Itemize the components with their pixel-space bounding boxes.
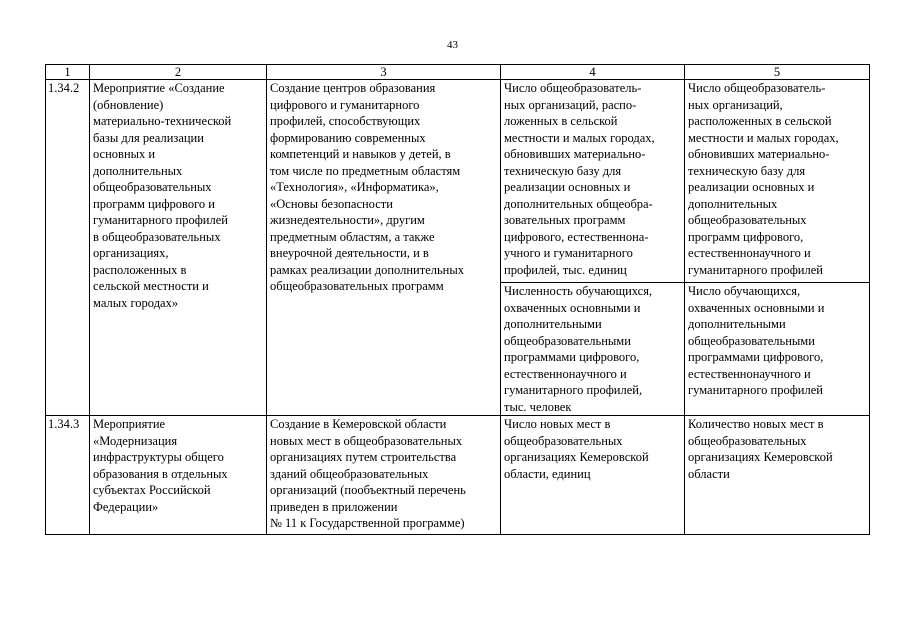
row-number: 1.34.3: [46, 416, 90, 535]
indicator-cell: Число общеобразователь- ных организаций, распо- ложенных в сельской местности и малых городах, обновивших материально- техническую базу для реализации основных и дополнительных общеобра- зовательных программ цифрового, естественнона- учного и гуманитарного профилей, тыс. единиц: [501, 80, 685, 283]
column-header-4: 4: [501, 65, 685, 80]
column-header-3: 3: [267, 65, 501, 80]
column-header-2: 2: [90, 65, 267, 80]
measures-table: [45, 64, 870, 535]
indicator-cell: Число новых мест в общеобразовательных организациях Кемеровской области, единиц: [501, 416, 685, 535]
table-row: [46, 80, 870, 283]
measure-cell: Мероприятие «Модернизация инфраструктуры общего образования в отдельных субъектах Российской Федерации»: [90, 416, 267, 535]
indicator-name-cell: Число общеобразователь- ных организаций, расположенных в сельской местности и малых городах, обновивших материально- техническую базу для реализации основных и дополнительных общеобразовательных программ цифрового, естественнонаучного и гуманитарного профилей: [685, 80, 870, 283]
measure-cell: Мероприятие «Создание (обновление) материально-технической базы для реализации основных и дополнительных общеобразовательных программ цифрового и гуманитарного профилей в общеобразовательных организациях, расположенных в сельской местности и малых городах»: [90, 80, 267, 416]
table-header-row: [46, 65, 870, 80]
indicator-name-cell: Количество новых мест в общеобразовательных организациях Кемеровской области: [685, 416, 870, 535]
description-cell: Создание в Кемеровской области новых мест в общеобразовательных организациях путем строительства зданий общеобразовательных организаций (пообъектный перечень приведен в приложении № 11 к Государственной программе): [267, 416, 501, 535]
indicator-cell: Численность обучающихся, охваченных основными и дополнительными общеобразовательными программами цифрового, естественнонаучного и гуманитарного профилей, тыс. человек: [501, 283, 685, 416]
column-header-5: 5: [685, 65, 870, 80]
row-number: 1.34.2: [46, 80, 90, 416]
indicator-name-cell: Число обучающихся, охваченных основными и дополнительными общеобразовательными программами цифрового, естественнонаучного и гуманитарного профилей: [685, 283, 870, 416]
page-number: 43: [447, 39, 458, 51]
table-row: [46, 416, 870, 535]
column-header-1: 1: [46, 65, 90, 80]
description-cell: Создание центров образования цифрового и гуманитарного профилей, способствующих формированию современных компетенций и навыков у детей, в том числе по предметным областям «Технология», «Информатика», «Основы безопасности жизнедеятельности», другим предметным областям, а также внеурочной деятельности, и в рамках реализации дополнительных общеобразовательных программ: [267, 80, 501, 416]
